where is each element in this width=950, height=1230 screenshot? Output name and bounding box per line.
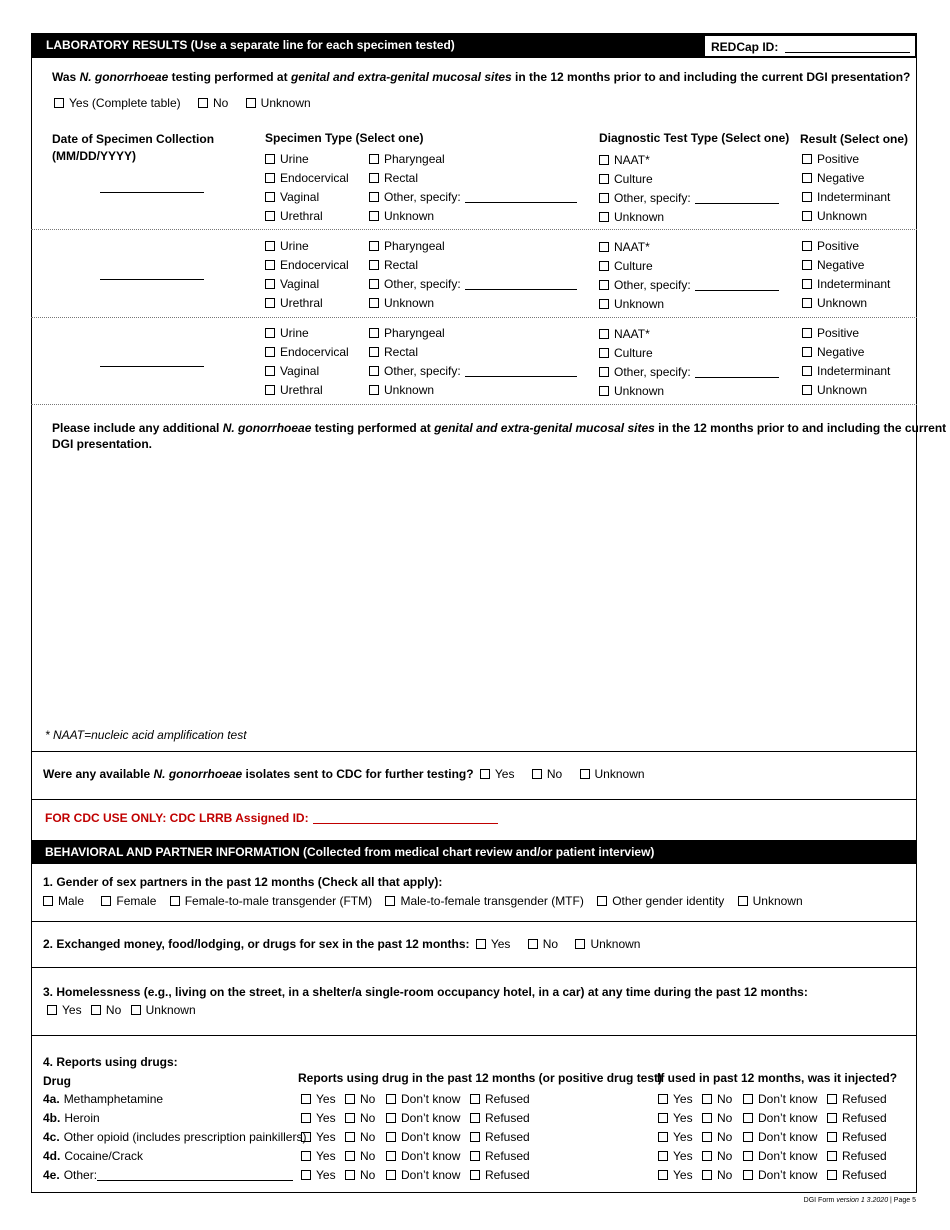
test-type-option-2[interactable]: Culture (599, 259, 653, 273)
checkbox-icon (802, 260, 812, 270)
checkbox-icon (369, 298, 379, 308)
checkbox-icon (599, 386, 609, 396)
q1-options (43, 894, 803, 908)
checkbox-icon (802, 279, 812, 289)
checkbox-icon (599, 193, 609, 203)
checkbox-icon (369, 366, 379, 376)
checkbox-icon (658, 1151, 668, 1161)
divider (31, 967, 917, 968)
date-blank[interactable] (100, 279, 204, 280)
checkbox-icon (369, 241, 379, 251)
q1-mtf[interactable]: Male-to-female transgender (MTF) (385, 894, 583, 908)
q2-yes[interactable]: Yes (476, 937, 511, 951)
page-footer: DGI Form version 1 3.2020 | Page 5 (803, 1197, 916, 1204)
checkbox-icon (386, 1170, 396, 1180)
q1-male[interactable]: Male (43, 894, 84, 908)
result-option-2[interactable]: Negative (802, 171, 864, 185)
checkbox-icon (345, 1132, 355, 1142)
q2-exchanged-sex: 2. Exchanged money, food/lodging, or drugs for sex in the past 12 months: Yes No Unknown (43, 937, 641, 951)
checkbox-icon (301, 1113, 311, 1123)
q1-other-gender[interactable]: Other gender identity (597, 894, 724, 908)
date-blank[interactable] (100, 366, 204, 367)
specify-blank[interactable] (465, 202, 577, 203)
divider (31, 751, 917, 752)
option-yes-complete-table[interactable]: Yes (Complete table) (54, 96, 181, 110)
drug-inject-option[interactable]: No (702, 1149, 732, 1163)
specimen-option-3[interactable]: Vaginal (265, 190, 319, 204)
row-divider (31, 317, 917, 318)
checkbox-icon (743, 1113, 753, 1123)
result-option-1[interactable]: Positive (802, 152, 859, 166)
checkbox-icon (827, 1151, 837, 1161)
checkbox-icon (599, 280, 609, 290)
specify-blank[interactable] (695, 290, 779, 291)
drug-use-option[interactable]: Yes (301, 1130, 336, 1144)
specimen-option-6[interactable]: Rectal (369, 345, 418, 359)
isolates-no[interactable]: No (532, 767, 562, 781)
checkbox-icon (385, 896, 395, 906)
drug-use-option[interactable]: Refused (470, 1111, 530, 1125)
test-type-option-4[interactable]: Unknown (599, 384, 664, 398)
checkbox-icon (802, 173, 812, 183)
specimen-option-2[interactable]: Endocervical (265, 345, 349, 359)
checkbox-icon (599, 348, 609, 358)
specify-blank[interactable] (695, 203, 779, 204)
drug-inject-option[interactable]: Yes (658, 1130, 693, 1144)
test-type-option-2[interactable]: Culture (599, 346, 653, 360)
test-type-option-3[interactable]: Other, specify: (599, 278, 779, 292)
drug-row-label: 4c. Other opioid (includes prescription painkillers) (43, 1130, 307, 1144)
test-type-option-3[interactable]: Other, specify: (599, 365, 779, 379)
drug-use-option[interactable]: No (345, 1111, 375, 1125)
specimen-option-1[interactable]: Urine (265, 152, 309, 166)
checkbox-icon (827, 1170, 837, 1180)
q1-gender-partners: 1. Gender of sex partners in the past 12 months (Check all that apply): (43, 875, 443, 889)
checkbox-icon (476, 939, 486, 949)
col-test-header: Diagnostic Test Type (Select one) (599, 131, 790, 145)
checkbox-icon (532, 769, 542, 779)
col-date-header: Date of Specimen Collection (MM/DD/YYYY) (52, 132, 215, 163)
checkbox-icon (131, 1005, 141, 1015)
result-option-4[interactable]: Unknown (802, 296, 867, 310)
q4-col-use: Reports using drug in the past 12 months (or positive drug test) (298, 1071, 663, 1085)
specimen-option-1[interactable]: Urine (265, 239, 309, 253)
checkbox-icon (345, 1113, 355, 1123)
checkbox-icon (246, 98, 256, 108)
checkbox-icon (369, 211, 379, 221)
drug-inject-option[interactable]: Yes (658, 1168, 693, 1182)
checkbox-icon (265, 366, 275, 376)
checkbox-icon (91, 1005, 101, 1015)
test-type-option-4[interactable]: Unknown (599, 297, 664, 311)
checkbox-icon (170, 896, 180, 906)
checkbox-icon (597, 896, 607, 906)
drug-inject-option[interactable]: Don’t know (743, 1092, 817, 1106)
q3-homelessness: 3. Homelessness (e.g., living on the street, in a shelter/a single-room occupancy hotel, in a car) at any time during the past 12 months: (43, 985, 808, 999)
checkbox-icon (580, 769, 590, 779)
checkbox-icon (827, 1132, 837, 1142)
drug-row-label: 4a. Methamphetamine (43, 1092, 164, 1106)
checkbox-icon (802, 211, 812, 221)
drug-use-option[interactable]: Refused (470, 1130, 530, 1144)
checkbox-icon (470, 1151, 480, 1161)
checkbox-icon (265, 298, 275, 308)
checkbox-icon (301, 1132, 311, 1142)
checkbox-icon (575, 939, 585, 949)
test-type-option-4[interactable]: Unknown (599, 210, 664, 224)
naat-footnote: * NAAT=nucleic acid amplification test (45, 728, 247, 742)
drug-use-option[interactable]: Don’t know (386, 1111, 460, 1125)
checkbox-icon (369, 173, 379, 183)
checkbox-icon (658, 1113, 668, 1123)
isolates-question: Were any available N. gonorrhoeae isolates sent to CDC for further testing? Yes No Unknown (43, 767, 645, 781)
drug-inject-option[interactable]: Yes (658, 1149, 693, 1163)
checkbox-icon (802, 328, 812, 338)
checkbox-icon (43, 896, 53, 906)
col-specimen-header: Specimen Type (Select one) (265, 131, 424, 145)
q4-col-inject: If used in past 12 months, was it injected? (657, 1071, 898, 1085)
testing-question-options (54, 96, 311, 110)
specimen-option-5[interactable]: Pharyngeal (369, 239, 445, 253)
drug-use-option[interactable]: Yes (301, 1168, 336, 1182)
result-option-3[interactable]: Indeterminant (802, 364, 890, 378)
checkbox-icon (702, 1113, 712, 1123)
drug-use-option[interactable]: Don’t know (386, 1130, 460, 1144)
checkbox-icon (265, 385, 275, 395)
specimen-option-7[interactable]: Other, specify: (369, 364, 577, 378)
checkbox-icon (702, 1094, 712, 1104)
drug-use-option[interactable]: Don’t know (386, 1149, 460, 1163)
checkbox-icon (599, 212, 609, 222)
specimen-option-4[interactable]: Urethral (265, 209, 323, 223)
result-option-3[interactable]: Indeterminant (802, 190, 890, 204)
drug-inject-option[interactable]: Refused (827, 1168, 887, 1182)
test-type-option-2[interactable]: Culture (599, 172, 653, 186)
test-type-option-1[interactable]: NAAT* (599, 327, 650, 341)
checkbox-icon (743, 1094, 753, 1104)
specify-blank[interactable] (465, 289, 577, 290)
row-divider (31, 404, 917, 405)
drug-inject-option[interactable]: Refused (827, 1149, 887, 1163)
checkbox-icon (345, 1170, 355, 1180)
checkbox-icon (658, 1094, 668, 1104)
drug-inject-option[interactable]: Refused (827, 1111, 887, 1125)
isolates-yes[interactable]: Yes (480, 767, 515, 781)
drug-use-option[interactable]: No (345, 1092, 375, 1106)
checkbox-icon (470, 1170, 480, 1180)
test-type-option-1[interactable]: NAAT* (599, 240, 650, 254)
specimen-option-7[interactable]: Other, specify: (369, 277, 577, 291)
cdc-id-blank[interactable] (313, 823, 498, 824)
specimen-option-3[interactable]: Vaginal (265, 277, 319, 291)
divider (31, 1035, 917, 1036)
checkbox-icon (345, 1094, 355, 1104)
checkbox-icon (101, 896, 111, 906)
test-type-option-1[interactable]: NAAT* (599, 153, 650, 167)
checkbox-icon (599, 261, 609, 271)
checkbox-icon (369, 347, 379, 357)
drug-use-option[interactable]: No (345, 1168, 375, 1182)
row-divider (31, 229, 917, 230)
drug-use-option[interactable]: Yes (301, 1111, 336, 1125)
checkbox-icon (369, 328, 379, 338)
drug-inject-option[interactable]: No (702, 1111, 732, 1125)
checkbox-icon (369, 260, 379, 270)
drug-inject-option[interactable]: Don’t know (743, 1130, 817, 1144)
drug-inject-option[interactable]: Don’t know (743, 1111, 817, 1125)
checkbox-icon (198, 98, 208, 108)
specify-blank[interactable] (695, 377, 779, 378)
checkbox-icon (301, 1170, 311, 1180)
drug-use-option[interactable]: Don’t know (386, 1168, 460, 1182)
checkbox-icon (265, 192, 275, 202)
drug-inject-option[interactable]: Refused (827, 1130, 887, 1144)
specimen-option-5[interactable]: Pharyngeal (369, 326, 445, 340)
drug-use-option[interactable]: No (345, 1149, 375, 1163)
specimen-option-2[interactable]: Endocervical (265, 258, 349, 272)
redcap-id-label: REDCap ID: (711, 40, 779, 54)
drug-inject-option[interactable]: No (702, 1092, 732, 1106)
drug-use-option[interactable]: Refused (470, 1149, 530, 1163)
other-drug-blank[interactable] (97, 1180, 293, 1181)
drug-inject-option[interactable]: No (702, 1130, 732, 1144)
q1-unknown[interactable]: Unknown (738, 894, 803, 908)
drug-inject-option[interactable]: Refused (827, 1092, 887, 1106)
checkbox-icon (802, 192, 812, 202)
q2-no[interactable]: No (528, 937, 558, 951)
q1-female[interactable]: Female (101, 894, 156, 908)
additional-testing-area[interactable] (52, 448, 902, 718)
checkbox-icon (599, 174, 609, 184)
drug-inject-option[interactable]: Don’t know (743, 1149, 817, 1163)
divider (31, 799, 917, 800)
checkbox-icon (599, 329, 609, 339)
checkbox-icon (802, 385, 812, 395)
specimen-option-3[interactable]: Vaginal (265, 364, 319, 378)
specimen-option-7[interactable]: Other, specify: (369, 190, 577, 204)
checkbox-icon (386, 1094, 396, 1104)
checkbox-icon (265, 173, 275, 183)
checkbox-icon (265, 328, 275, 338)
drug-row-label: 4d. Cocaine/Crack (43, 1149, 144, 1163)
drug-row-label: 4b. Heroin (43, 1111, 100, 1125)
checkbox-icon (802, 241, 812, 251)
checkbox-icon (369, 279, 379, 289)
checkbox-icon (743, 1170, 753, 1180)
checkbox-icon (369, 192, 379, 202)
checkbox-icon (702, 1151, 712, 1161)
drug-row-label: 4e. Other: (43, 1168, 293, 1182)
q1-ftm[interactable]: Female-to-male transgender (FTM) (170, 894, 372, 908)
drug-use-option[interactable]: Don’t know (386, 1092, 460, 1106)
checkbox-icon (386, 1151, 396, 1161)
checkbox-icon (702, 1170, 712, 1180)
drug-use-option[interactable]: No (345, 1130, 375, 1144)
checkbox-icon (738, 896, 748, 906)
behavioral-header (31, 840, 917, 864)
checkbox-icon (599, 242, 609, 252)
drug-inject-option[interactable]: No (702, 1168, 732, 1182)
checkbox-icon (345, 1151, 355, 1161)
q4-reports-drugs: 4. Reports using drugs: (43, 1055, 178, 1069)
drug-inject-option[interactable]: Yes (658, 1092, 693, 1106)
specify-blank[interactable] (465, 376, 577, 377)
result-option-1[interactable]: Positive (802, 239, 859, 253)
checkbox-icon (265, 347, 275, 357)
checkbox-icon (480, 769, 490, 779)
col-result-header: Result (Select one) (800, 132, 909, 146)
test-type-option-3[interactable]: Other, specify: (599, 191, 779, 205)
specimen-option-5[interactable]: Pharyngeal (369, 152, 445, 166)
checkbox-icon (743, 1151, 753, 1161)
redcap-id-blank[interactable] (785, 52, 910, 53)
result-option-3[interactable]: Indeterminant (802, 277, 890, 291)
isolates-unknown[interactable]: Unknown (580, 767, 645, 781)
checkbox-icon (301, 1094, 311, 1104)
result-option-2[interactable]: Negative (802, 345, 864, 359)
checkbox-icon (265, 241, 275, 251)
q3-options (47, 1003, 196, 1017)
checkbox-icon (802, 298, 812, 308)
redcap-id-field[interactable] (704, 35, 916, 57)
checkbox-icon (599, 367, 609, 377)
checkbox-icon (265, 211, 275, 221)
lab-results-title: LABORATORY RESULTS (Use a separate line for each specimen tested) (46, 38, 455, 52)
specimen-option-8[interactable]: Unknown (369, 296, 434, 310)
drug-use-option[interactable]: Yes (301, 1092, 336, 1106)
q3-unknown[interactable]: Unknown (131, 1003, 196, 1017)
checkbox-icon (827, 1113, 837, 1123)
checkbox-icon (599, 299, 609, 309)
result-option-2[interactable]: Negative (802, 258, 864, 272)
drug-use-option[interactable]: Refused (470, 1092, 530, 1106)
result-option-4[interactable]: Unknown (802, 209, 867, 223)
result-option-4[interactable]: Unknown (802, 383, 867, 397)
checkbox-icon (47, 1005, 57, 1015)
checkbox-icon (827, 1094, 837, 1104)
q2-unknown[interactable]: Unknown (575, 937, 640, 951)
additional-testing-prompt: Please include any additional N. gonorrhoeae testing performed at genital and extra-genital mucosal sites in the 12 months prior to and including the current DGI presentation. (52, 421, 947, 451)
checkbox-icon (802, 366, 812, 376)
divider (31, 921, 917, 922)
option-no[interactable]: No (198, 96, 228, 110)
checkbox-icon (386, 1132, 396, 1142)
checkbox-icon (265, 154, 275, 164)
specimen-option-6[interactable]: Rectal (369, 258, 418, 272)
checkbox-icon (702, 1132, 712, 1142)
checkbox-icon (54, 98, 64, 108)
checkbox-icon (658, 1132, 668, 1142)
checkbox-icon (470, 1132, 480, 1142)
cdc-use-only-field[interactable]: FOR CDC USE ONLY: CDC LRRB Assigned ID: (45, 811, 498, 825)
specimen-option-4[interactable]: Urethral (265, 383, 323, 397)
drug-use-option[interactable]: Yes (301, 1149, 336, 1163)
specimen-option-1[interactable]: Urine (265, 326, 309, 340)
drug-inject-option[interactable]: Yes (658, 1111, 693, 1125)
specimen-option-8[interactable]: Unknown (369, 209, 434, 223)
checkbox-icon (369, 154, 379, 164)
checkbox-icon (265, 260, 275, 270)
checkbox-icon (802, 154, 812, 164)
checkbox-icon (386, 1113, 396, 1123)
drug-use-option[interactable]: Refused (470, 1168, 530, 1182)
result-option-1[interactable]: Positive (802, 326, 859, 340)
checkbox-icon (658, 1170, 668, 1180)
checkbox-icon (369, 385, 379, 395)
checkbox-icon (599, 155, 609, 165)
specimen-option-2[interactable]: Endocervical (265, 171, 349, 185)
checkbox-icon (528, 939, 538, 949)
checkbox-icon (301, 1151, 311, 1161)
checkbox-icon (470, 1094, 480, 1104)
q4-col-drug: Drug (43, 1074, 71, 1088)
date-blank[interactable] (100, 192, 204, 193)
checkbox-icon (743, 1132, 753, 1142)
specimen-option-6[interactable]: Rectal (369, 171, 418, 185)
behavioral-title: BEHAVIORAL AND PARTNER INFORMATION (Collected from medical chart review and/or patient interview) (45, 845, 655, 859)
q3-no[interactable]: No (91, 1003, 121, 1017)
checkbox-icon (265, 279, 275, 289)
drug-inject-option[interactable]: Don’t know (743, 1168, 817, 1182)
specimen-option-4[interactable]: Urethral (265, 296, 323, 310)
q3-yes[interactable]: Yes (47, 1003, 82, 1017)
checkbox-icon (802, 347, 812, 357)
specimen-option-8[interactable]: Unknown (369, 383, 434, 397)
gonorrhoeae-testing-question: Was N. gonorrhoeae testing performed at genital and extra-genital mucosal sites in the 12 months prior to and including the current DGI presentation? (52, 70, 911, 84)
checkbox-icon (470, 1113, 480, 1123)
option-unknown[interactable]: Unknown (246, 96, 311, 110)
